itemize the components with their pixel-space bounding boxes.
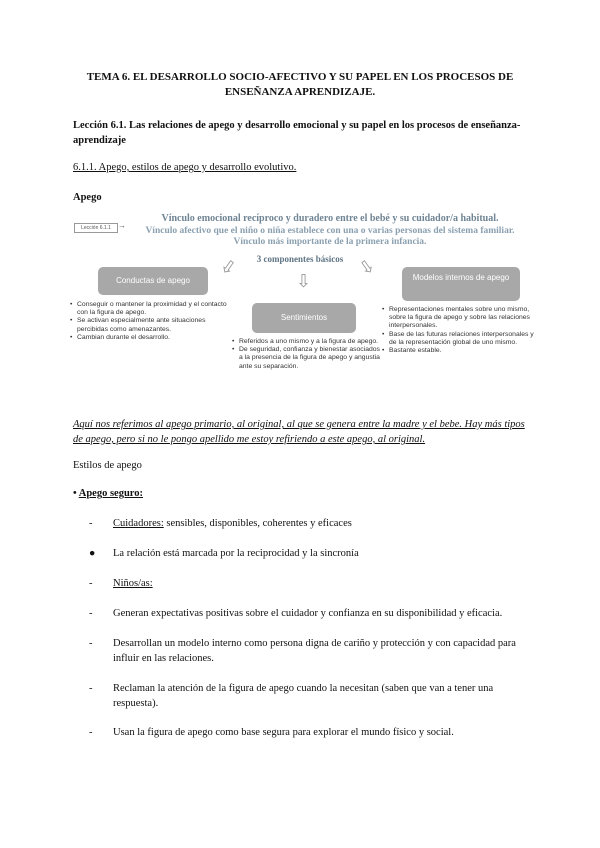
list-item: • Cambian durante el desarrollo. [70,334,230,342]
list-item [89,516,529,531]
arrow-down-right-icon: ⇩ [355,254,380,281]
item-label: Niños/as: [113,578,153,589]
list-item: • Representaciones mentales sobre uno mismo, sobre la figura de apego y sobre las relaciones interpersonales. [382,306,542,331]
list-item: • Referidos a uno mismo y a la figura de apego. [232,338,382,346]
list-item [89,546,529,561]
dash-marker: - [89,638,93,649]
item-text: Usan la figura de apego como base segura para explorar el mundo físico y social. [113,727,454,738]
bullet-icon: • [73,488,77,499]
list-item [89,725,529,740]
apego-heading: Apego [73,192,102,203]
dash-marker: - [89,608,93,619]
box-sentimientos: Sentimientos [252,303,356,333]
arrow-down-left-icon: ⇩ [215,254,241,281]
diagram-tag: Lección 6.1.1 [74,223,118,233]
dash-marker: - [89,727,93,738]
diagram-center-label: 3 componentes básicos [256,254,344,264]
list-item: • De seguridad, confianza y bienestar asociados a la presencia de la figura de apego y angustia ante su separación. [232,346,382,371]
modelos-list [382,306,542,355]
primary-attachment-note: Aquí nos referimos al apego primario, al original, al que se genera entre la madre y el bebe. Hay más tipos de apego, pero si no le pongo apellido me estoy refiriendo a este apego, al original. [73,419,525,445]
list-item [89,606,529,621]
arrow-down-icon: ⇩ [296,271,312,292]
box-modelos: Modelos internos de apego [402,267,520,301]
dash-marker: - [89,518,93,529]
secure-attachment-label: Apego seguro: [78,488,143,499]
item-text: sensibles, disponibles, coherentes y eficaces [163,518,352,529]
bullet-icon: ● [89,548,96,559]
attachment-diagram [70,205,540,405]
styles-heading: Estilos de apego [73,460,142,471]
conductas-list [70,301,230,342]
dash-marker: - [89,683,93,694]
box-conductas: Conductas de apego [98,267,208,295]
item-label: Cuidadores: [113,518,164,529]
list-item: • Conseguir o mantener la proximidad y el contacto con la figura de apego. [70,301,230,317]
diagram-heading-secondary: Vínculo afectivo que el niño o niña establece con una o varias personas del sistema familiar. Vínculo más importante de la primera infancia. [145,226,515,247]
list-item: • Base de las futuras relaciones interpersonales y de la representación global de uno mismo. [382,331,542,347]
list-item: • Bastante estable. [382,347,542,355]
sentimientos-list [232,338,382,371]
item-text: Desarrollan un modelo interno como persona digna de cariño y protección y con capacidad para influir en las relaciones. [113,638,516,664]
item-text: Reclaman la atención de la figura de apego cuando la necesitan (saben que van a tener una respuesta). [113,683,494,709]
list-item [89,576,529,591]
item-text: Generan expectativas positivas sobre el cuidador y confianza en su disponibilidad y eficacia. [113,608,503,619]
section-heading: 6.1.1. Apego, estilos de apego y desarrollo evolutivo. [73,162,297,173]
diagram-heading-primary: Vínculo emocional recíproco y duradero entre el bebé y su cuidador/a habitual. [161,213,499,224]
lesson-heading: Lección 6.1. Las relaciones de apego y desarrollo emocional y su papel en los procesos de enseñanza- aprendizaje [73,120,521,146]
secure-attachment-heading [73,488,143,499]
document-title: TEMA 6. EL DESARROLLO SOCIO-AFECTIVO Y SU PAPEL EN LOS PROCESOS DE ENSEÑANZA APRENDIZAJE. [86,71,514,98]
list-item: • Se activan especialmente ante situaciones percibidas como amenazantes. [70,317,230,333]
arrow-right-icon: → [118,221,126,230]
dash-marker: - [89,578,93,589]
list-item [89,681,529,711]
item-text: La relación está marcada por la reciprocidad y la sincronía [113,548,359,559]
list-item [89,636,529,666]
